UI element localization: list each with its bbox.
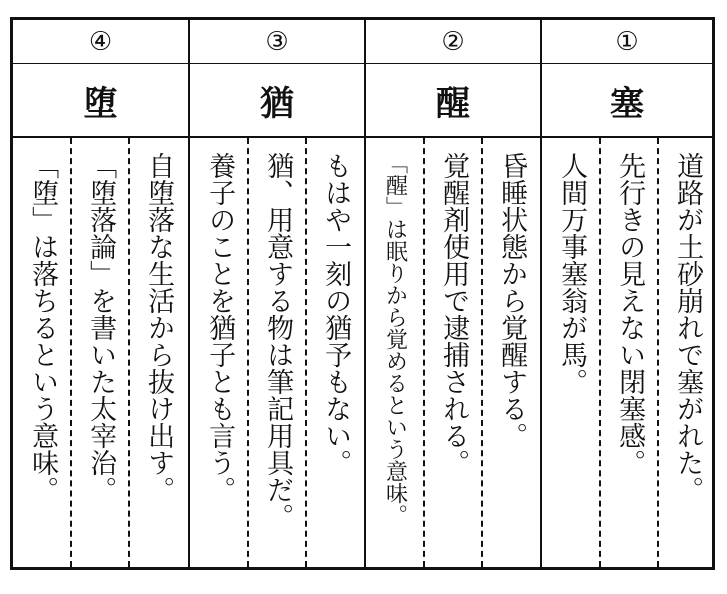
- example-sentence-line: [306, 138, 364, 567]
- kanji-column-2: [364, 20, 540, 567]
- example-sentence: 自堕落な生活から抜け出す。: [143, 152, 175, 503]
- kanji-column-4: [13, 20, 188, 567]
- example-sentence: 覚醒剤使用で逮捕される。: [438, 152, 470, 476]
- example-sentence: 人間万事塞翁が馬。: [556, 152, 588, 395]
- kanji-column-3: [188, 20, 364, 567]
- target-kanji: 堕: [13, 64, 188, 138]
- example-sentence-line: [13, 138, 71, 567]
- kanji-worksheet-table: [10, 17, 715, 570]
- example-sentence: 「醒」は眠りから覚めるという意味。: [382, 152, 408, 526]
- example-sentence-line: [542, 138, 600, 567]
- example-sentence-line: [482, 138, 540, 567]
- example-sentence-line: [600, 138, 658, 567]
- example-sentence-line: [190, 138, 248, 567]
- example-sentences: [190, 138, 364, 567]
- target-kanji: 猶: [190, 64, 364, 138]
- column-number: ④: [13, 20, 188, 64]
- example-sentence-line: [366, 138, 424, 567]
- example-sentence: 「堕」は落ちるという意味。: [27, 152, 59, 503]
- example-sentence: もはや一刻の猶予もない。: [320, 152, 352, 476]
- column-number: ③: [190, 20, 364, 64]
- example-sentence: 「堕落論」を書いた太宰治。: [85, 152, 117, 503]
- example-sentence-line: [71, 138, 129, 567]
- example-sentence: 道路が土砂崩れで塞がれた。: [672, 152, 704, 503]
- example-sentence: 昏睡状態から覚醒する。: [496, 152, 528, 449]
- target-kanji: 醒: [366, 64, 540, 138]
- example-sentence: 先行きの見えない閉塞感。: [614, 152, 646, 476]
- target-kanji: 塞: [542, 64, 712, 138]
- example-sentences: [13, 138, 188, 567]
- example-sentences: [366, 138, 540, 567]
- example-sentence-line: [658, 138, 716, 567]
- kanji-column-1: [540, 20, 712, 567]
- example-sentence-line: [129, 138, 187, 567]
- example-sentence: 養子のことを猶子とも言う。: [204, 152, 236, 503]
- column-number: ②: [366, 20, 540, 64]
- column-number: ①: [542, 20, 712, 64]
- example-sentence: 猶、用意する物は筆記用具だ。: [262, 152, 294, 530]
- example-sentence-line: [424, 138, 482, 567]
- example-sentences: [542, 138, 712, 567]
- example-sentence-line: [248, 138, 306, 567]
